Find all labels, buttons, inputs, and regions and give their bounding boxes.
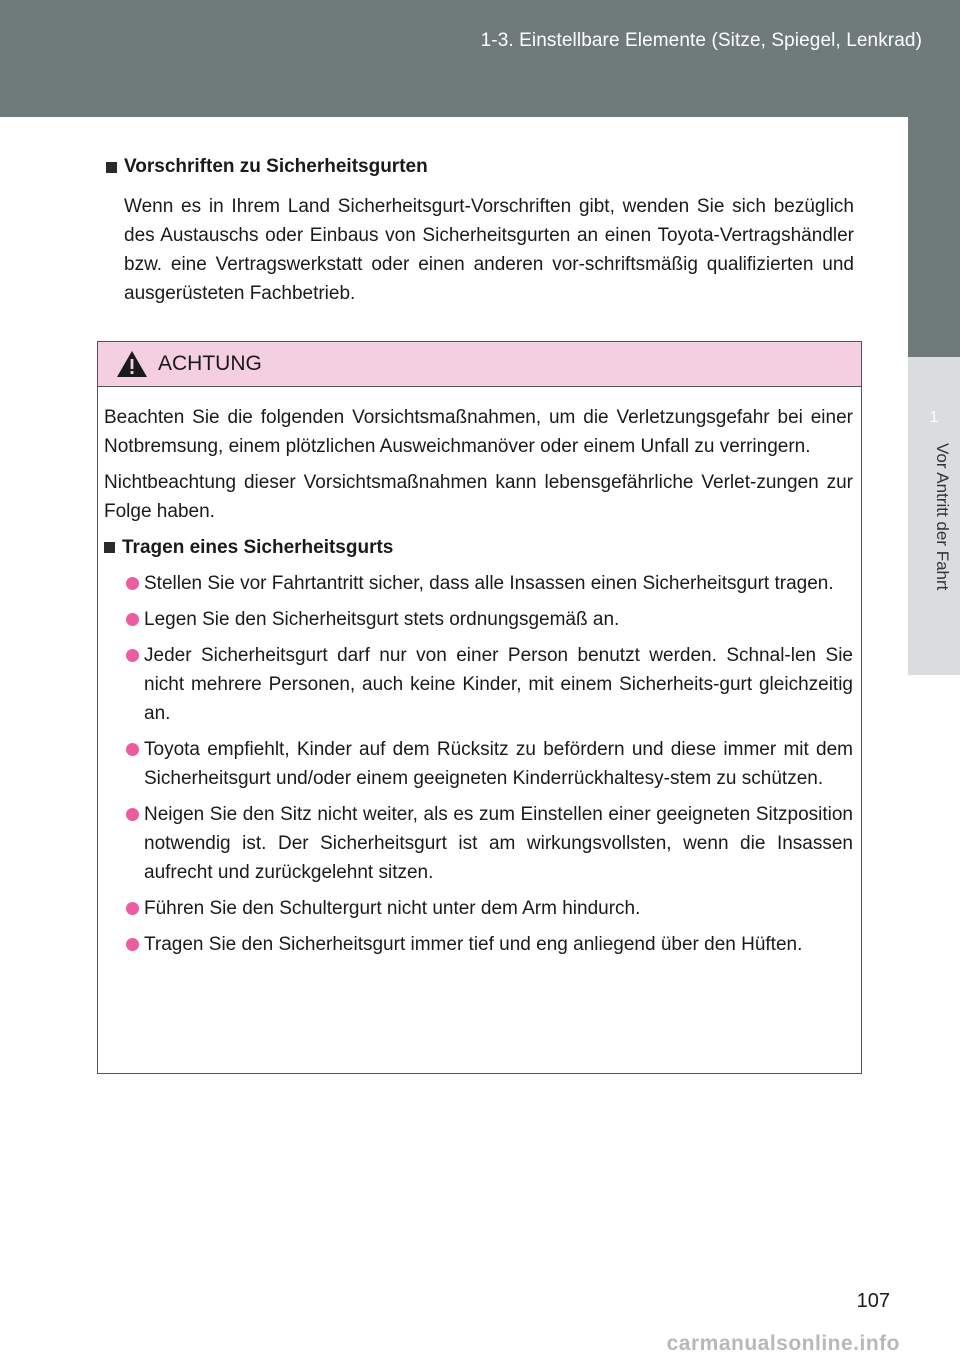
page-header [0,0,960,117]
list-item [104,641,853,728]
round-bullet-icon [126,613,139,626]
warning-subheading-text: Tragen eines Sicherheitsgurts [122,537,394,558]
warning-title: ACHTUNG [158,352,262,375]
warning-subheading [104,533,853,562]
list-item-text: Jeder Sicherheitsgurt darf nur von einer Person benutzt werden. Schnal-len Sie nicht mehrere Personen, auch keine Kinder, mit einem Sicherheits-gurt gleichzeitig an. [144,645,853,724]
chapter-side-tab [908,117,960,1362]
watermark: carmanualsonline.info [666,1332,900,1355]
section-heading [106,152,854,182]
list-item-text: Stellen Sie vor Fahrtantritt sicher, dass alle Insassen einen Sicherheitsgurt tragen. [144,573,834,594]
header-title: 1-3. Einstellbare Elemente (Sitze, Spiegel, Lenkrad) [480,30,922,51]
warning-bullet-list [104,569,853,959]
round-bullet-icon [126,902,139,915]
warning-intro-paragraph: Beachten Sie die folgenden Vorsichtsmaßnahmen, um die Verletzungsgefahr bei einer Notbremsung, einem plötzlichen Ausweichmanöver oder einem Unfall zu verringern. [104,407,853,457]
round-bullet-icon [126,938,139,951]
list-item [104,569,853,598]
list-item-text: Neigen Sie den Sitz nicht weiter, als es zum Einstellen einer geeigneten Sitzposition notwendig ist. Der Sicherheitsgurt ist am wirkungsvollsten, wenn die Insassen aufrecht und zurückgelehnt sitzen. [144,804,853,883]
chapter-number: 1 [929,409,939,426]
square-bullet-icon [106,162,117,173]
page-number: 107 [856,1290,890,1312]
section-heading-text: Vorschriften zu Sicherheitsgurten [124,156,428,177]
warning-triangle-icon [116,350,148,378]
round-bullet-icon [126,808,139,821]
list-item-text: Tragen Sie den Sicherheitsgurt immer tief und eng anliegend über den Hüften. [144,934,803,955]
warning-consequence-paragraph: Nichtbeachtung dieser Vorsichtsmaßnahmen kann lebensgefährliche Verlet-zungen zur Folge haben. [104,472,853,522]
chapter-title: Vor Antritt der Fahrt [933,443,952,591]
list-item [104,894,853,923]
list-item [104,605,853,634]
round-bullet-icon [126,743,139,756]
list-item-text: Führen Sie den Schultergurt nicht unter dem Arm hindurch. [144,898,641,919]
warning-body [98,387,861,959]
side-tab-upper [908,117,960,357]
list-item-text: Legen Sie den Sicherheitsgurt stets ordnungsgemäß an. [144,609,620,630]
section-body: Wenn es in Ihrem Land Sicherheitsgurt-Vorschriften gibt, wenden Sie sich bezüglich des Austauschs oder Einbaus von Sicherheitsgurten an einen Toyota-Vertragshändler bzw. eine Vertragswerkstatt oder einen anderen vor-schriftsmäßig qualifizierten und ausgerüsteten Fachbetrieb. [124,196,854,304]
round-bullet-icon [126,577,139,590]
regulations-section [106,152,854,308]
list-item-text: Toyota empfiehlt, Kinder auf dem Rücksitz zu befördern und diese immer mit dem Sicherheitsgurt und/oder einem geeigneten Kinderrückhaltesy-stem zu schützen. [144,739,853,789]
round-bullet-icon [126,649,139,662]
warning-box [97,341,862,1074]
warning-header [98,342,861,387]
square-bullet-icon [104,542,115,553]
list-item [104,930,853,959]
list-item [104,800,853,887]
list-item [104,735,853,793]
